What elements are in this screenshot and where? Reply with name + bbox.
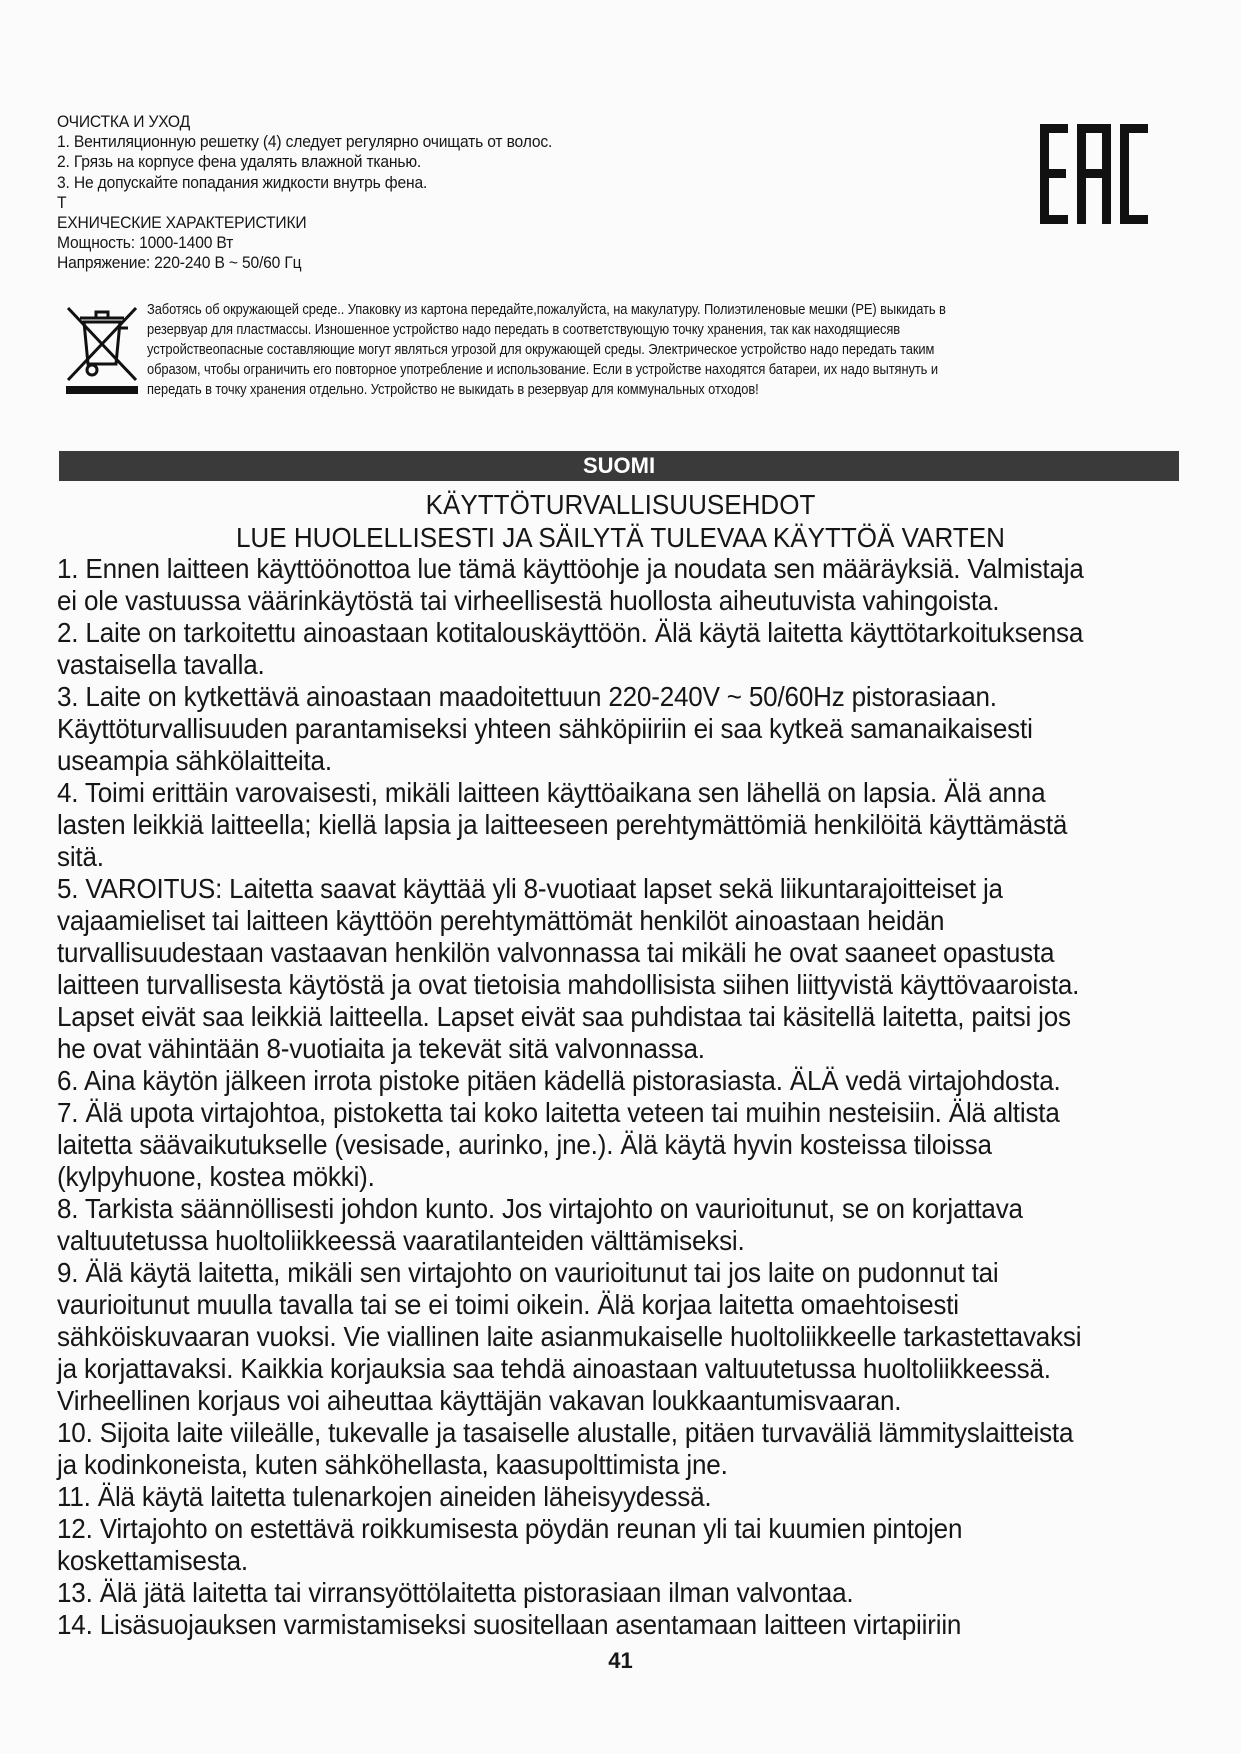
care-item: 3. Не допускайте попадания жидкости внутрь фена. — [57, 172, 428, 192]
spec-power: Мощность: 1000-1400 Вт — [57, 233, 234, 253]
instruction-line: Käyttöturvallisuuden parantamiseksi yhteen sähköpiiriin ei saa kytkeä samanaikaisesti — [57, 713, 1033, 744]
instruction-line: 4. Toimi erittäin varovaisesti, mikäli laitteen käyttöaikana sen lähellä on lapsia. Älä anna — [57, 777, 1046, 808]
instruction-line: 12. Virtajohto on estettävä roikkumisesta pöydän reunan yli tai kuumien pintojen — [57, 1513, 963, 1544]
instruction-line: 7. Älä upota virtajohtoa, pistoketta tai koko laitetta veteen tai muihin nesteisiin. Älä altista — [57, 1097, 1060, 1128]
instruction-line: vaurioitunut muulla tavalla tai se ei toimi oikein. Älä korjaa laitetta omaehtoisesti — [57, 1289, 959, 1320]
instruction-line: 6. Aina käytön jälkeen irrota pistoke pitäen kädellä pistorasiasta. ÄLÄ vedä virtajohdosta. — [57, 1065, 1061, 1096]
russian-care-section — [57, 112, 977, 274]
crossed-out-wheelie-bin-icon — [62, 298, 142, 394]
instruction-line: laitetta säävaikutukselle (vesisade, aurinko, jne.). Älä käytä hyvin kosteissa tiloissa — [57, 1129, 992, 1160]
eac-certification-mark — [1040, 124, 1148, 224]
safety-subtitle: LUE HUOLELLISESTI JA SÄILYTÄ TULEVAA KÄYTTÖÄ VARTEN — [236, 522, 1005, 553]
specs-heading: ЕХНИЧЕСКИЕ ХАРАКТЕРИСТИКИ — [57, 213, 307, 233]
safety-instructions — [57, 553, 1217, 1641]
instruction-line: Lapset eivät saa leikkiä laitteella. Lapset eivät saa puhdistaa tai käsitellä laitetta, paitsi jos — [57, 1001, 1071, 1032]
care-heading: ОЧИСТКА И УХОД — [57, 112, 190, 131]
instruction-line: Virheellinen korjaus voi aiheuttaa käyttäjän vakavan loukkaantumisvaaran. — [57, 1385, 902, 1416]
instruction-line: vastaisella tavalla. — [57, 649, 265, 680]
instruction-line: turvallisuudestaan vastaavan henkilön valvonnassa tai mikäli he ovat saaneet opastusta — [57, 937, 1055, 968]
instruction-line: 14. Lisäsuojauksen varmistamiseksi suositellaan asentamaan laitteen virtapiiriin — [57, 1609, 962, 1640]
care-item: 2. Грязь на корпусе фена удалять влажной тканью. — [57, 152, 422, 172]
instruction-line: 13. Älä jätä laitetta tai virransyöttölaitetta pistorasiaan ilman valvontaa. — [57, 1577, 854, 1608]
spec-voltage: Напряжение: 220-240 В ~ 50/60 Гц — [57, 253, 302, 273]
instruction-line: ja kodinkoneista, kuten sähköhellasta, kaasupolttimista jne. — [57, 1449, 728, 1480]
environmental-notice-line: образом, чтобы ограничить его повторное употребление и использование. Если в устройстве находятся батареи, их надо вытянуть и — [147, 361, 938, 378]
instruction-line: koskettamisesta. — [57, 1545, 248, 1576]
environmental-notice-line: Заботясь об окружающей среде.. Упаковку из картона передайте,пожалуйста, на макулатуру. Полиэтиленовые мешки (PE) выкидать в — [147, 301, 946, 318]
specs-heading-fragment: Т — [57, 192, 67, 212]
instruction-line: 1. Ennen laitteen käyttöönottoa lue tämä käyttöohje ja noudata sen määräyksiä. Valmistaja — [57, 553, 1084, 584]
instruction-line: valtuutetussa huoltoliikkeessä vaaratilanteiden välttämiseksi. — [57, 1225, 745, 1256]
environmental-notice — [147, 300, 1147, 400]
instruction-line: ja korjattavaksi. Kaikkia korjauksia saa tehdä ainoastaan valtuutetussa huoltoliikkeessä. — [57, 1353, 1051, 1384]
instruction-line: (kylpyhuone, kostea mökki). — [57, 1161, 375, 1192]
instruction-line: 11. Älä käytä laitetta tulenarkojen aineiden läheisyydessä. — [57, 1481, 712, 1512]
environmental-notice-line: устройствеопасные составляющие могут являться угрозой для окружающей среды. Электрическое устройство надо передать таким — [147, 341, 935, 358]
instruction-line: sähköiskuvaaran vuoksi. Vie viallinen laite asianmukaiselle huoltoliikkeelle tarkastettavaksi — [57, 1321, 1082, 1352]
care-item: 1. Вентиляционную решетку (4) следует регулярно очищать от волос. — [57, 132, 553, 152]
instruction-line: 2. Laite on tarkoitettu ainoastaan kotitalouskäyttöön. Älä käytä laitetta käyttötarkoituksensa — [57, 617, 1084, 648]
instruction-line: 3. Laite on kytkettävä ainoastaan maadoitettuun 220-240V ~ 50/60Hz pistorasiaan. — [57, 681, 997, 712]
instruction-line: laitteen turvallisesta käytöstä ja ovat tietoisia mahdollisista siihen liittyvistä käyttövaaroista. — [57, 969, 1080, 1000]
instruction-line: 9. Älä käytä laitetta, mikäli sen virtajohto on vaurioitunut tai jos laite on pudonnut tai — [57, 1257, 999, 1288]
environmental-notice-line: резервуар для пластмассы. Изношенное устройство надо передать в соответствующую точку хранения, так как находящиесяв — [147, 321, 901, 338]
environmental-notice-line: передать в точку хранения отдельно. Устройство не выкидать в резервуар для коммунальных отходов! — [147, 381, 759, 398]
page-number: 41 — [608, 1648, 633, 1673]
language-section-header: SUOMI — [59, 451, 1179, 481]
instruction-line: ei ole vastuussa väärinkäytöstä tai virheellisestä huollosta aiheutuvista vahingoista. — [57, 585, 1000, 616]
instruction-line: useampia sähkölaitteita. — [57, 745, 332, 776]
instruction-line: 10. Sijoita laite viileälle, tukevalle ja tasaiselle alustalle, pitäen turvaväliä lämmityslaitteista — [57, 1417, 1074, 1448]
instruction-line: vajaamieliset tai laitteen käyttöön perehtymättömät henkilöt ainoastaan heidän — [57, 905, 945, 936]
instruction-line: 8. Tarkista säännöllisesti johdon kunto. Jos virtajohto on vaurioitunut, se on korjattava — [57, 1193, 1023, 1224]
instruction-line: he ovat vähintään 8-vuotiaita ja tekevät sitä valvonnassa. — [57, 1033, 705, 1064]
safety-title: KÄYTTÖTURVALLISUUSEHDOT — [425, 489, 816, 520]
instruction-line: 5. VAROITUS: Laitetta saavat käyttää yli 8-vuotiaat lapset sekä liikuntarajoitteiset ja — [57, 873, 1003, 904]
instruction-line: sitä. — [57, 841, 104, 872]
instruction-line: lasten leikkiä laitteella; kiellä lapsia ja laitteeseen perehtymättömiä henkilöitä käyttämästä — [57, 809, 1068, 840]
